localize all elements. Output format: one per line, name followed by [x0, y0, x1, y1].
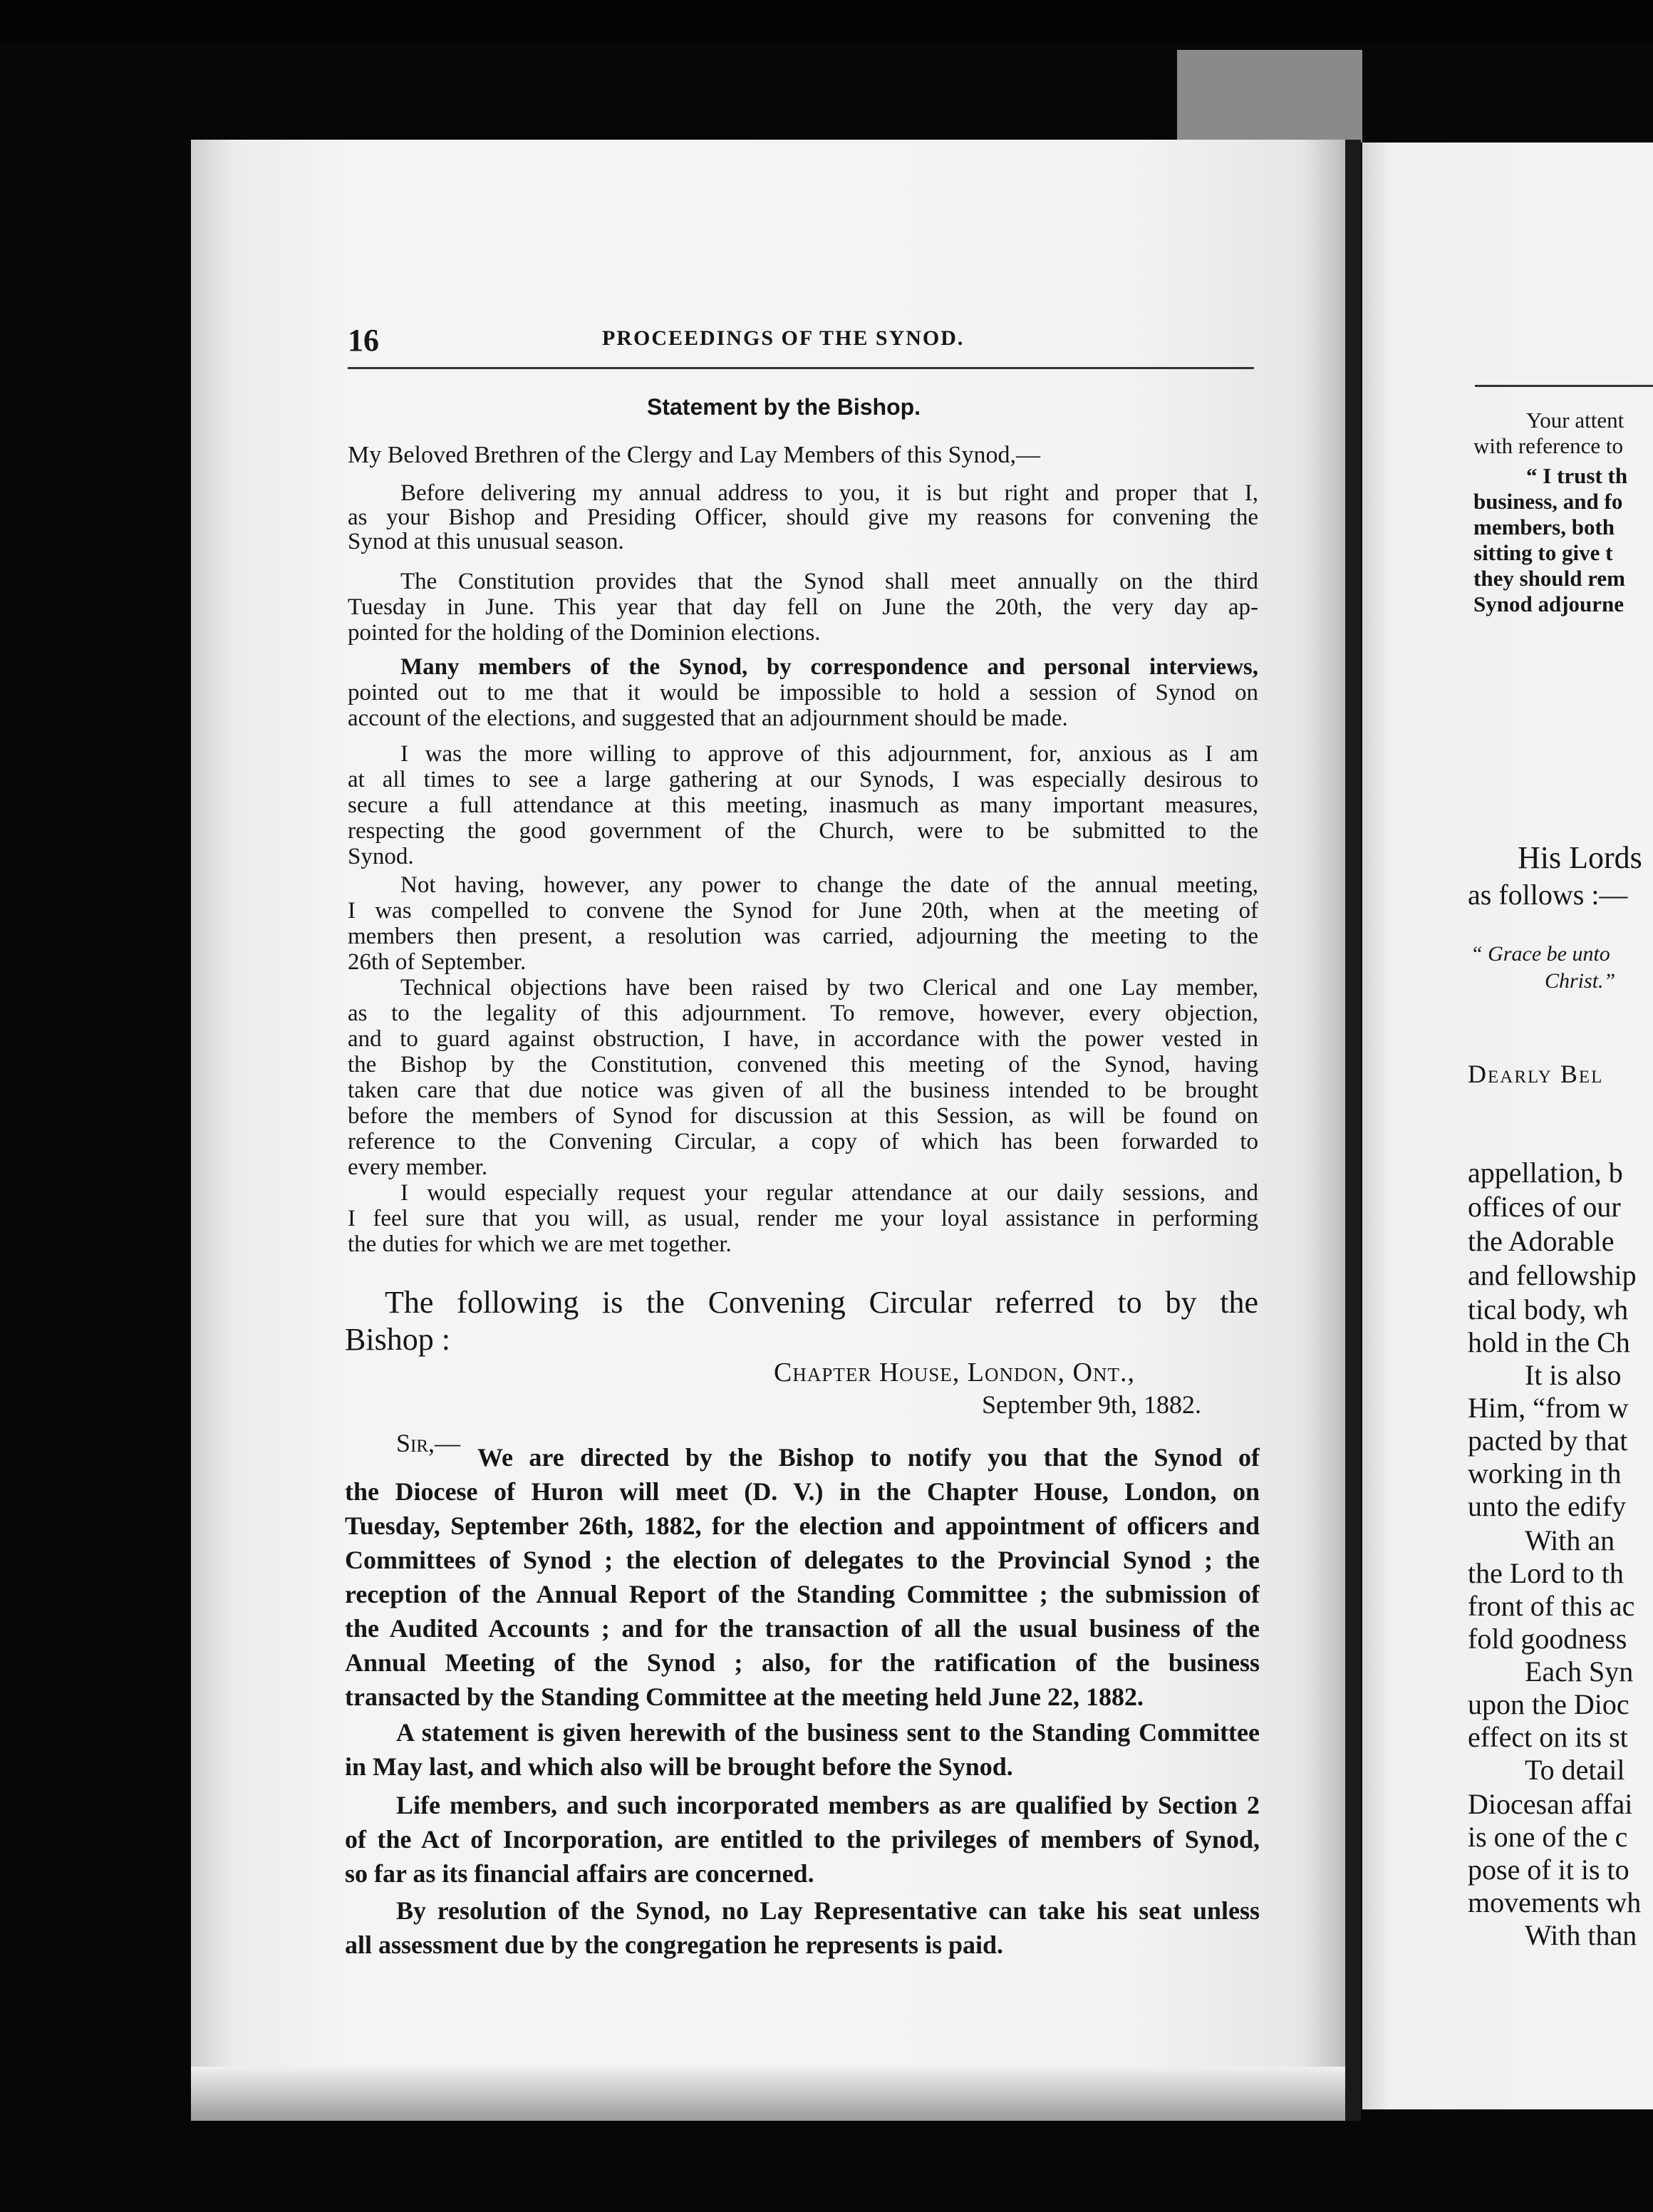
- circular-salutation: Sir,—: [396, 1429, 461, 1457]
- statement-line: as your Bishop and Presiding Officer, should give my reasons for convening the: [348, 505, 1258, 530]
- circular-line: Life members, and such incorporated members as are qualified by Section 2: [396, 1791, 1260, 1819]
- circular-line: Tuesday, September 26th, 1882, for the election and appointment of officers and: [345, 1511, 1260, 1540]
- header-rule: [348, 367, 1254, 369]
- circular-line: so far as its financial affairs are concerned.: [345, 1859, 814, 1888]
- right-page-line: His Lords: [1518, 840, 1642, 875]
- right-page-line: effect on its st: [1468, 1721, 1628, 1753]
- running-head: PROCEEDINGS OF THE SYNOD.: [602, 326, 965, 350]
- right-page-line: Each Syn: [1525, 1655, 1634, 1688]
- circular-line: We are directed by the Bishop to notify you that the Synod of: [477, 1443, 1260, 1472]
- statement-title: Statement by the Bishop.: [647, 394, 921, 420]
- statement-line: reference to the Convening Circular, a copy of which has been forwarded to: [348, 1129, 1258, 1154]
- right-page-line: With an: [1525, 1524, 1615, 1556]
- statement-line: at all times to see a large gathering at our Synods, I was especially desirous to: [348, 767, 1258, 792]
- right-page-line: “ I trust th: [1526, 463, 1628, 488]
- statement-line: as to the legality of this adjournment. To remove, however, every objection,: [348, 1001, 1258, 1026]
- statement-line: Before delivering my annual address to you, it is but right and proper that I,: [400, 480, 1258, 506]
- right-page-line: as follows :—: [1468, 879, 1628, 911]
- salutation: My Beloved Brethren of the Clergy and Lay Members of this Synod,—: [348, 442, 1040, 468]
- statement-line: Technical objections have been raised by two Clerical and one Lay member,: [400, 975, 1258, 1001]
- right-page-line: members, both: [1473, 515, 1615, 539]
- statement-line: Many members of the Synod, by correspondence and personal interviews,: [400, 654, 1258, 680]
- right-page-line: “ Grace be unto: [1471, 942, 1610, 966]
- right-page-line: with reference to: [1473, 433, 1623, 458]
- statement-line: taken care that due notice was given of all the business intended to be brought: [348, 1077, 1258, 1103]
- right-page-line: and fellowship: [1468, 1259, 1637, 1291]
- statement-line: 26th of September.: [348, 949, 527, 975]
- right-page-line: Your attent: [1526, 408, 1624, 433]
- statement-line: I feel sure that you will, as usual, render me your loyal assistance in performing: [348, 1206, 1258, 1231]
- right-page-line: pose of it is to: [1468, 1854, 1629, 1886]
- circular-line: reception of the Annual Report of the Standing Committee ; the submission of: [345, 1580, 1260, 1608]
- circular-line: transacted by the Standing Committee at the meeting held June 22, 1882.: [345, 1683, 1144, 1711]
- right-page-line: Diocesan affai: [1468, 1788, 1633, 1820]
- circular-line: in May last, and which also will be brought before the Synod.: [345, 1752, 1013, 1781]
- right-page-line: It is also: [1525, 1359, 1622, 1391]
- statement-line: The Constitution provides that the Synod shall meet annually on the third: [400, 569, 1258, 594]
- right-page-line: movements wh: [1468, 1886, 1642, 1918]
- page-number: 16: [348, 323, 379, 358]
- right-page-line: fold goodness: [1468, 1623, 1627, 1655]
- statement-line: account of the elections, and suggested that an adjournment should be made.: [348, 706, 1068, 731]
- right-page-line: front of this ac: [1468, 1590, 1635, 1622]
- statement-line: and to guard against obstruction, I have, in accordance with the power vested in: [348, 1026, 1258, 1052]
- right-page-line: Synod adjourne: [1473, 591, 1624, 616]
- right-page-line: hold in the Ch: [1468, 1326, 1630, 1358]
- statement-line: I would especially request your regular attendance at our daily sessions, and: [400, 1180, 1258, 1206]
- statement-line: Not having, however, any power to change the date of the annual meeting,: [400, 872, 1258, 898]
- circular-line: By resolution of the Synod, no Lay Representative can take his seat unless: [396, 1896, 1260, 1925]
- circular-intro: The following is the Convening Circular referred to by the: [385, 1285, 1258, 1320]
- right-page-line: Him, “from w: [1468, 1392, 1629, 1424]
- statement-line: every member.: [348, 1154, 488, 1180]
- right-page-line: working in th: [1468, 1457, 1622, 1489]
- statement-line: Tuesday in June. This year that day fell on June the 20th, the very day ap-: [348, 594, 1258, 620]
- right-page-line: the Adorable: [1468, 1225, 1615, 1257]
- right-page-line: upon the Dioc: [1468, 1688, 1629, 1720]
- statement-line: secure a full attendance at this meeting, inasmuch as many important measures,: [348, 792, 1258, 818]
- circular-date: September 9th, 1882.: [982, 1390, 1201, 1419]
- right-header-rule: [1475, 385, 1653, 387]
- circular-line: Annual Meeting of the Synod ; also, for the ratification of the business: [345, 1648, 1260, 1677]
- right-page-line: they should rem: [1473, 566, 1626, 591]
- right-page-line: sitting to give t: [1473, 540, 1613, 565]
- right-page-line: is one of the c: [1468, 1821, 1628, 1853]
- circular-line: the Diocese of Huron will meet (D. V.) in the Chapter House, London, on: [345, 1477, 1260, 1506]
- statement-line: the duties for which we are met together.: [348, 1231, 732, 1257]
- circular-line: all assessment due by the congregation he represents is paid.: [345, 1931, 1004, 1959]
- right-page-line: the Lord to th: [1468, 1557, 1624, 1589]
- right-page-line: offices of our: [1468, 1191, 1621, 1223]
- statement-line: I was the more willing to approve of this adjournment, for, anxious as I am: [400, 741, 1258, 767]
- statement-line: Synod at this unusual season.: [348, 529, 624, 554]
- right-page-line: To detail: [1525, 1754, 1625, 1786]
- statement-line: I was compelled to convene the Synod for June 20th, when at the meeting of: [348, 898, 1258, 924]
- circular-line: A statement is given herewith of the business sent to the Standing Committee: [396, 1718, 1260, 1747]
- page-bottom-shadow: [191, 2067, 1345, 2121]
- statement-line: members then present, a resolution was carried, adjourning the meeting to the: [348, 924, 1258, 949]
- statement-line: Synod.: [348, 844, 414, 869]
- circular-line: of the Act of Incorporation, are entitled to the privileges of members of Synod,: [345, 1825, 1260, 1854]
- statement-line: the Bishop by the Constitution, convened this meeting of the Synod, having: [348, 1052, 1258, 1077]
- circular-place: Chapter House, London, Ont.,: [774, 1358, 1135, 1387]
- right-page-line: With than: [1525, 1919, 1637, 1951]
- circular-line: Committees of Synod ; the election of delegates to the Provincial Synod ; the: [345, 1546, 1260, 1574]
- statement-line: pointed out to me that it would be impossible to hold a session of Synod on: [348, 680, 1258, 706]
- right-page-line: Christ.”: [1545, 969, 1616, 993]
- book-gutter: [1345, 140, 1361, 2121]
- page-tab-shadow: [1177, 50, 1362, 143]
- circular-intro: Bishop :: [345, 1322, 450, 1357]
- right-page-line: business, and fo: [1473, 489, 1623, 514]
- scan-border: [0, 0, 1653, 43]
- right-page-line: unto the edify: [1468, 1490, 1627, 1522]
- statement-line: pointed for the holding of the Dominion elections.: [348, 620, 821, 646]
- right-page-line: tical body, wh: [1468, 1293, 1629, 1325]
- right-page-line: appellation, b: [1468, 1157, 1623, 1189]
- statement-line: respecting the good government of the Church, were to be submitted to the: [348, 818, 1258, 844]
- circular-line: the Audited Accounts ; and for the transaction of all the usual business of the: [345, 1614, 1260, 1643]
- right-page-line: pacted by that: [1468, 1425, 1628, 1457]
- right-page-line: Dearly Bel: [1468, 1060, 1604, 1088]
- statement-line: before the members of Synod for discussion at this Session, as will be found on: [348, 1103, 1258, 1129]
